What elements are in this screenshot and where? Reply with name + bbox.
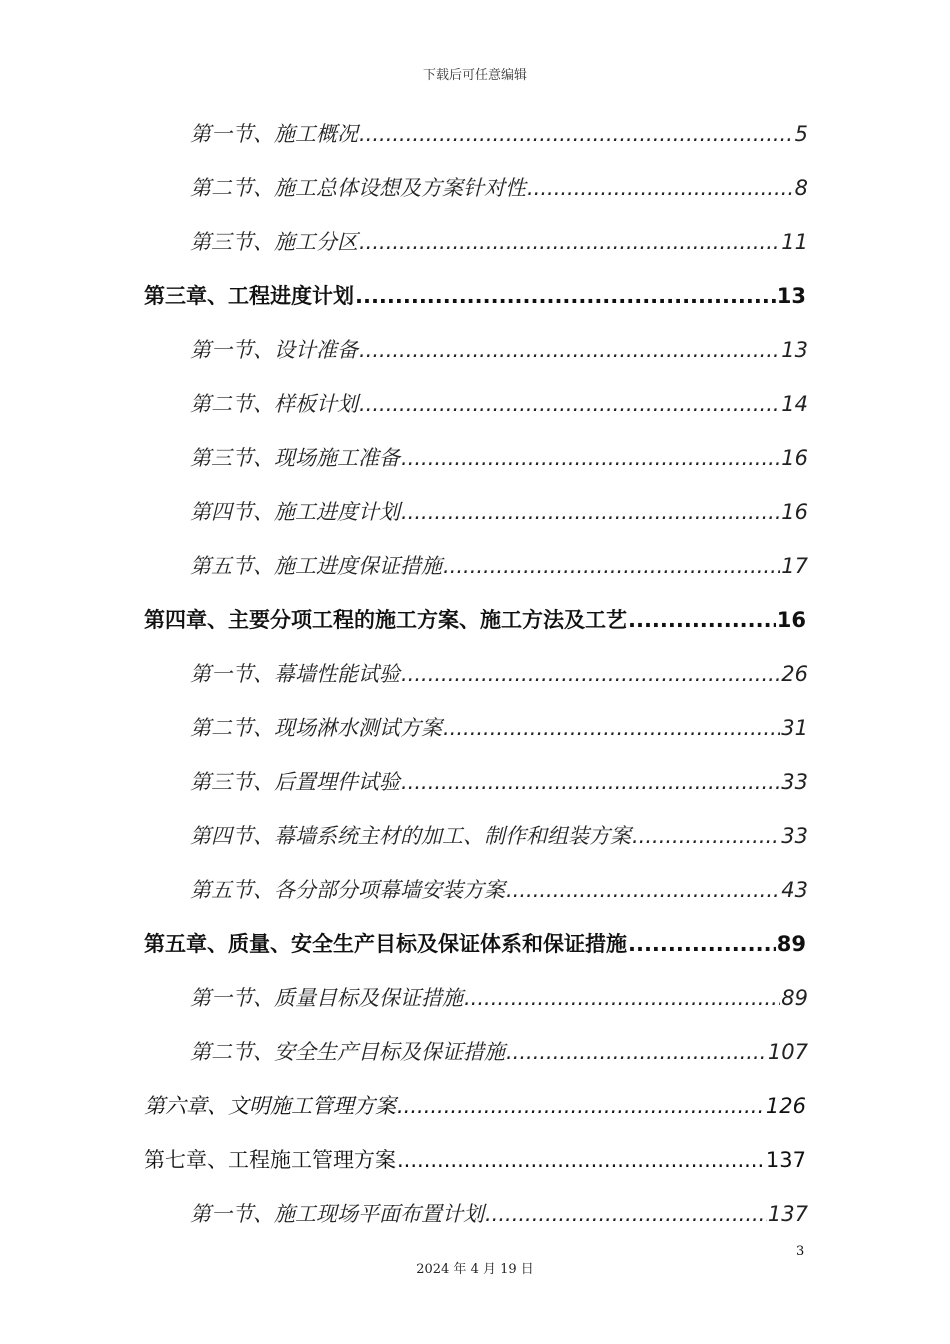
toc-entry[interactable] [144,928,806,958]
toc-entry[interactable] [190,982,808,1012]
toc-dot-leader [464,986,780,1010]
toc-entry-page: 26 [781,662,808,686]
toc-dot-leader [443,716,780,740]
toc-entry-title: 第四章、主要分项工程的施工方案、施工方法及工艺 [144,608,627,632]
toc-entry[interactable] [190,766,808,796]
toc-entry[interactable] [144,280,806,310]
toc-entry-title: 第一节、质量目标及保证措施 [190,986,463,1010]
page-header: 下载后可任意编辑 [422,68,527,83]
toc-entry[interactable] [190,712,808,742]
page-footer-date: 2024 年 4 月 19 日 [416,1262,534,1277]
toc-entry[interactable] [190,442,808,472]
toc-entry-title: 第三节、现场施工准备 [190,446,400,470]
toc-entry-title: 第五节、各分部分项幕墙安装方案 [190,878,505,902]
toc-dot-leader [401,770,780,794]
toc-entry-page: 8 [794,176,808,200]
toc-entry[interactable] [190,496,808,526]
toc-entry-page: 33 [781,824,808,848]
toc-entry-title: 第五章、质量、安全生产目标及保证体系和保证措施 [144,932,627,956]
toc-entry-page: 17 [781,554,808,578]
toc-entry-title: 第二节、样板计划 [190,392,358,416]
page-number: 3 [796,1244,805,1259]
toc-dot-leader [401,662,780,686]
toc-dot-leader [506,1040,767,1064]
toc-entry-page: 13 [781,338,808,362]
toc-dot-leader [359,122,794,146]
toc-dot-leader [359,230,780,254]
toc-entry-page: 16 [781,500,808,524]
toc-entry-page: 137 [767,1202,808,1226]
toc-dot-leader [485,1202,767,1226]
toc-entry-title: 第一节、施工概况 [190,122,358,146]
toc-entry[interactable] [190,1036,808,1066]
toc-entry[interactable] [190,820,808,850]
toc-entry-page: 31 [781,716,808,740]
toc-dot-leader [628,932,776,956]
toc-dot-leader [632,824,780,848]
toc-entry[interactable] [190,226,808,256]
toc-entry-page: 11 [781,230,808,254]
toc-entry[interactable] [144,1090,806,1120]
toc-entry-page: 33 [781,770,808,794]
toc-dot-leader [401,500,780,524]
toc-dot-leader [359,392,780,416]
toc-entry-page: 107 [767,1040,808,1064]
toc-entry-title: 第七章、工程施工管理方案 [144,1148,396,1172]
toc-entry-title: 第二节、现场淋水测试方案 [190,716,442,740]
toc-dot-leader [355,284,776,308]
toc-dot-leader [443,554,780,578]
toc-entry[interactable] [190,172,808,202]
toc-entry-title: 第四节、幕墙系统主材的加工、制作和组装方案 [190,824,631,848]
toc-entry-page: 89 [776,932,806,956]
toc-entry[interactable] [190,658,808,688]
toc-entry-title: 第三章、工程进度计划 [144,284,354,308]
toc-entry[interactable] [190,1198,808,1228]
toc-dot-leader [628,608,776,632]
toc-entry-title: 第一节、设计准备 [190,338,358,362]
toc-entry-page: 126 [765,1094,806,1118]
toc-entry[interactable] [190,550,808,580]
toc-entry-title: 第一节、幕墙性能试验 [190,662,400,686]
toc-dot-leader [397,1148,765,1172]
toc-entry-page: 16 [776,608,806,632]
toc-entry-title: 第二节、施工总体设想及方案针对性 [190,176,526,200]
toc-entry[interactable] [144,604,806,634]
toc-dot-leader [401,446,780,470]
toc-entry-page: 137 [765,1148,806,1172]
toc-dot-leader [506,878,780,902]
toc-dot-leader [397,1094,765,1118]
toc-entry-page: 14 [781,392,808,416]
toc-entry-title: 第一节、施工现场平面布置计划 [190,1202,484,1226]
toc-entry-page: 5 [794,122,808,146]
toc-dot-leader [359,338,780,362]
toc-entry-page: 43 [781,878,808,902]
toc-entry-title: 第五节、施工进度保证措施 [190,554,442,578]
toc-dot-leader [527,176,794,200]
toc-entry-title: 第六章、文明施工管理方案 [144,1094,396,1118]
toc-entry-page: 89 [781,986,808,1010]
toc-entry-page: 16 [781,446,808,470]
toc-entry-title: 第三节、后置埋件试验 [190,770,400,794]
toc-entry[interactable] [190,334,808,364]
toc-entry-title: 第三节、施工分区 [190,230,358,254]
toc-entry-title: 第二节、安全生产目标及保证措施 [190,1040,505,1064]
toc-entry-page: 13 [776,284,806,308]
toc-entry-title: 第四节、施工进度计划 [190,500,400,524]
toc-entry[interactable] [190,874,808,904]
toc-entry[interactable] [190,388,808,418]
toc-entry[interactable] [144,1144,806,1174]
toc-entry[interactable] [190,118,808,148]
